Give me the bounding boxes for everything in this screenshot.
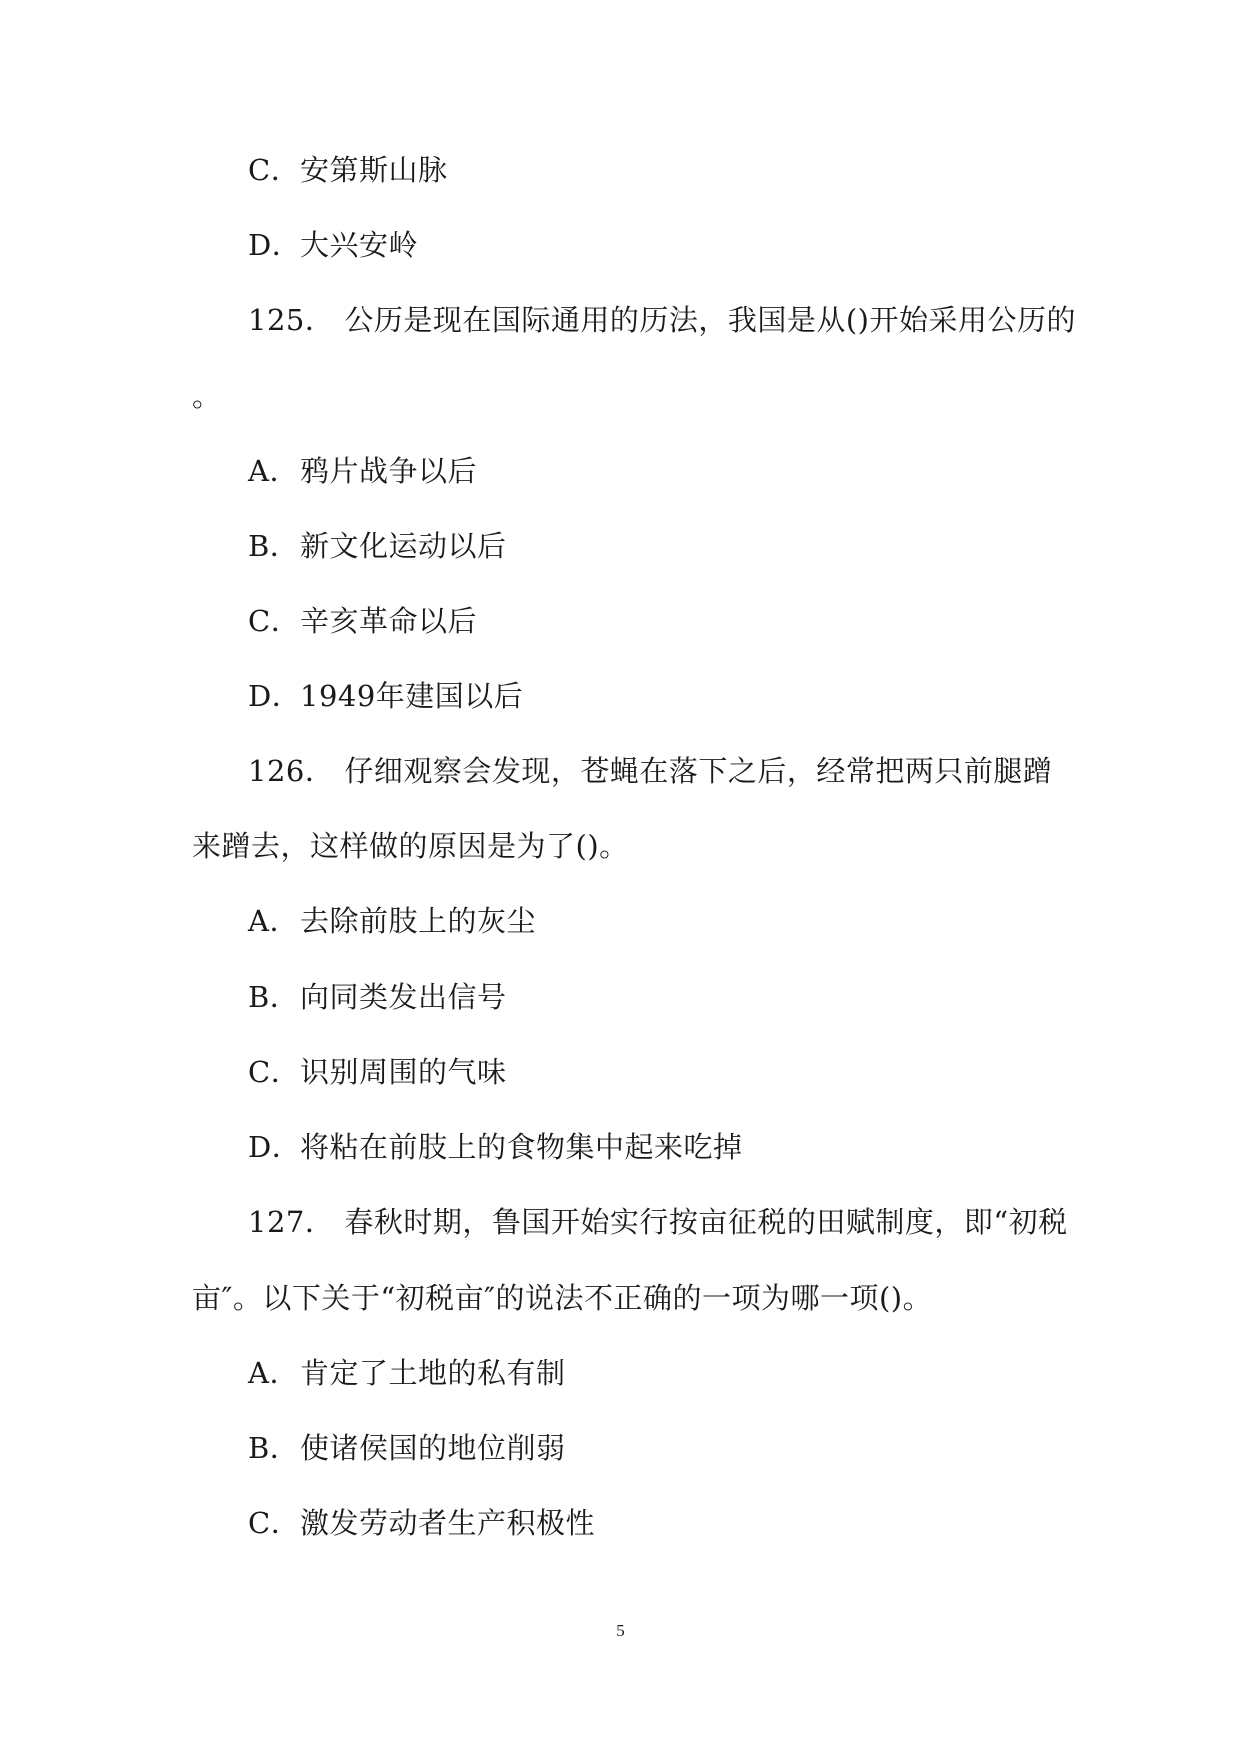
q126-stem-line-2: 来蹭去，这样做的原因是为了()。 [192, 829, 629, 863]
option-label: A． [248, 454, 299, 488]
option-label: C． [248, 153, 301, 187]
q127-stem-line-2: 亩″。以下关于“初税亩″的说法不正确的一项为哪一项()。 [192, 1281, 933, 1315]
question-text: 公历是现在国际通用的历法，我国是从()开始采用公历的 [344, 303, 1076, 337]
option-text: 向同类发出信号 [300, 980, 507, 1014]
option-label: B． [248, 1431, 300, 1465]
question-text: 春秋时期，鲁国开始实行按亩征税的田赋制度，即“初税 [344, 1205, 1068, 1239]
option-text: 将粘在前肢上的食物集中起来吃掉 [300, 1130, 743, 1164]
q125-option-a [248, 453, 477, 489]
option-label: C． [248, 604, 301, 638]
option-text: 肯定了土地的私有制 [300, 1356, 566, 1390]
option-text: 使诸侯国的地位削弱 [300, 1431, 566, 1465]
q125-option-c [248, 603, 477, 639]
q124-option-c [248, 152, 448, 188]
q125-option-b [248, 528, 507, 564]
option-label: C． [248, 1055, 301, 1089]
q125-stem-line-2: 。 [192, 379, 222, 413]
option-label: D． [248, 228, 302, 262]
q126-option-b [248, 979, 507, 1015]
q127-option-c [248, 1505, 595, 1541]
q127-option-a [248, 1355, 566, 1391]
option-text: 识别周围的气味 [300, 1055, 507, 1089]
q126-stem-line-1 [248, 753, 1052, 789]
option-text: 1949年建国以后 [300, 679, 524, 713]
option-label: B． [248, 529, 300, 563]
option-label: D． [248, 1130, 302, 1164]
question-number: 127． [248, 1205, 335, 1239]
option-label: A． [248, 904, 299, 938]
option-text: 去除前肢上的灰尘 [300, 904, 537, 938]
option-label: C． [248, 1506, 301, 1540]
q124-option-d [248, 227, 418, 263]
option-text: 激发劳动者生产积极性 [300, 1506, 596, 1540]
q127-stem-line-1 [248, 1204, 1068, 1240]
q126-option-c [248, 1054, 507, 1090]
q126-option-d [248, 1129, 743, 1165]
option-text: 安第斯山脉 [300, 153, 448, 187]
option-text: 辛亥革命以后 [300, 604, 478, 638]
option-label: B． [248, 980, 300, 1014]
q127-option-b [248, 1430, 566, 1466]
question-text: 仔细观察会发现，苍蝇在落下之后，经常把两只前腿蹭 [344, 754, 1053, 788]
option-text: 鸦片战争以后 [300, 454, 478, 488]
question-number: 126． [248, 754, 335, 788]
q126-option-a [248, 903, 536, 939]
option-label: D． [248, 679, 302, 713]
q125-stem-line-1 [248, 302, 1076, 338]
page-number: 5 [616, 1621, 625, 1640]
option-text: 大兴安岭 [300, 228, 419, 262]
q125-option-d [248, 678, 523, 714]
question-number: 125． [248, 303, 335, 337]
option-text: 新文化运动以后 [300, 529, 507, 563]
option-label: A． [248, 1356, 299, 1390]
